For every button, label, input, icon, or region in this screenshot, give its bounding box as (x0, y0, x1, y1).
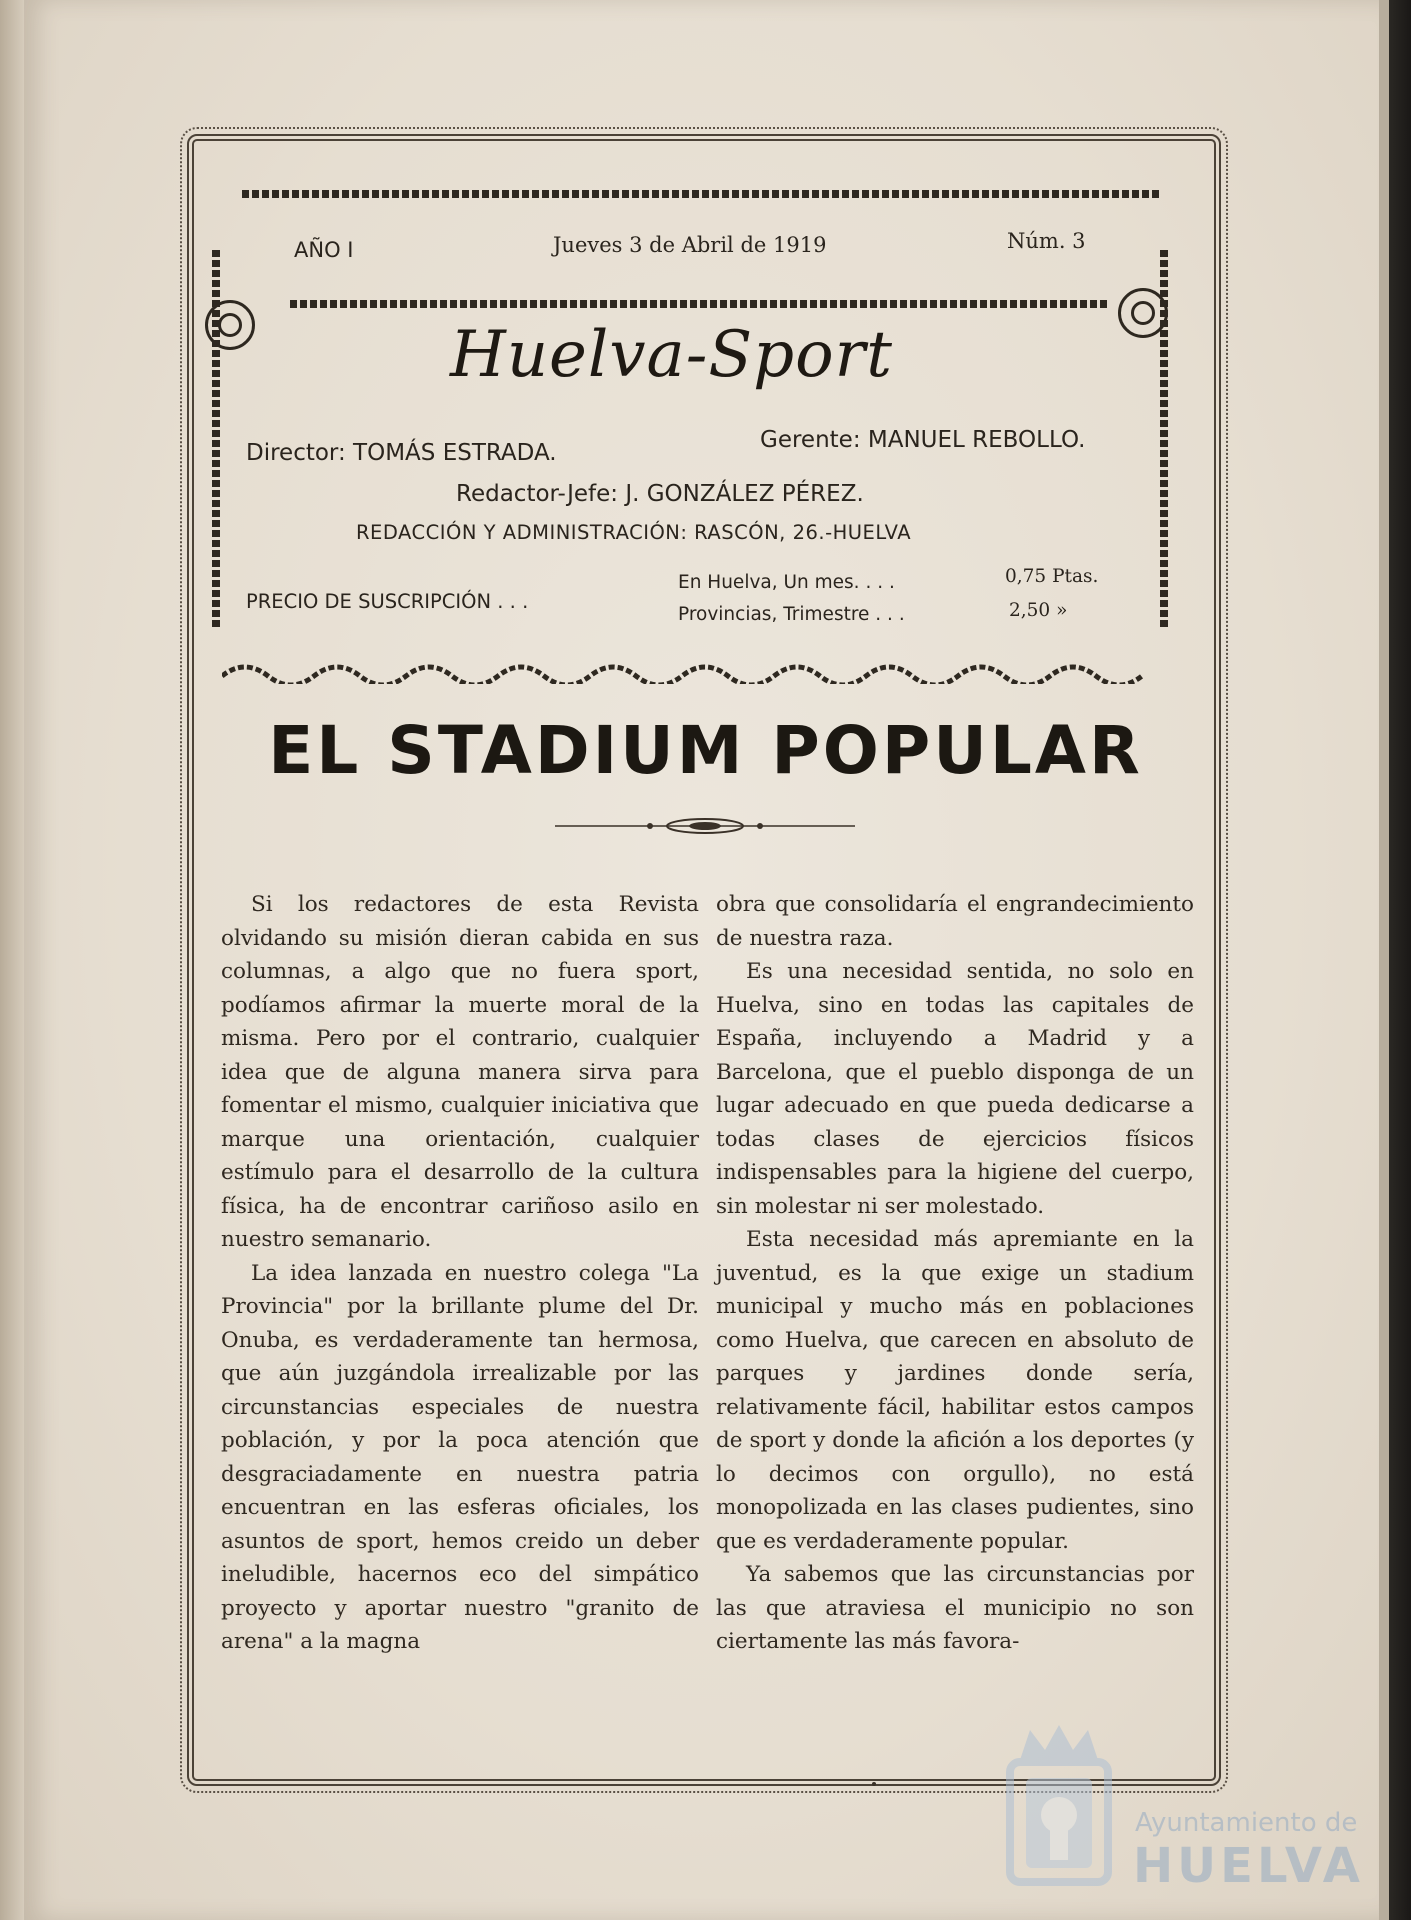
article-paragraph: La idea lanzada en nuestro colega "La Provincia" por la brillante plume del Dr. Onuba, es verdaderamente tan hermosa, que aún juzgándola irrealizable por las circunstancias especiales de nuestra población, y por la poca atención que desgraciadamente en nuestra patria encuentran en las esferas oficiales, los asuntos de sport, hemos creido un deber ineludible, hacernos eco del simpático proyecto y aportar nuestro "granito de arena" a la magna (221, 1260, 699, 1654)
subscription-row-price: 0,75 Ptas. (1005, 566, 1099, 587)
book-binding (1389, 0, 1411, 1920)
director-line: Director: TOMÁS ESTRADA. (246, 440, 557, 466)
issue-year: AÑO I (294, 238, 354, 262)
article-column-right (716, 888, 1194, 1659)
flourish-divider-icon (555, 816, 855, 836)
manager-line: Gerente: MANUEL REBOLLO. (760, 427, 1086, 453)
ink-dot (872, 1782, 876, 1786)
masthead-top-chain (242, 190, 1162, 198)
article-column-left (221, 888, 699, 1659)
article-paragraph: Esta necesidad más apremiante en la juventud, es la que exige un stadium municipal y mucho más en poblaciones como Huelva, que carecen en absoluto de parques y jardines donde sería, relativamente fácil, habilitar estos campos de sport y donde la afición a los deportes (y lo decimos con orgullo), no está monopolizada en las clases pudientes, sino que es verdaderamente popular. (716, 1227, 1194, 1554)
wavy-ornament-icon (222, 658, 1162, 684)
masthead-mid-chain (290, 300, 1110, 308)
article-paragraph: obra que consolidaría el engrandecimiento de nuestra raza. (716, 892, 1194, 951)
subscription-row-label: Provincias, Trimestre . . . (678, 604, 905, 625)
corner-knot-icon (1118, 288, 1168, 338)
subscription-row-price: 2,50 » (1009, 600, 1068, 621)
issue-number: Núm. 3 (1007, 229, 1086, 253)
subscription-label: PRECIO DE SUSCRIPCIÓN . . . (246, 590, 529, 613)
page-gutter (0, 0, 24, 1920)
issue-date: Jueves 3 de Abril de 1919 (553, 233, 827, 257)
article-paragraph: Es una necesidad sentida, no solo en Huelva, sino en todas las capitales de España, incluyendo a Madrid y a Barcelona, que el pueblo disponga de un lugar adecuado en que pueda dedicarse a todas clases de ejercicios físicos indispensables para la higiene del cuerpo, sin molestar ni ser molestado. (716, 959, 1194, 1219)
watermark-line1: Ayuntamiento de (1135, 1808, 1358, 1838)
article-paragraph: Ya sabemos que las circunstancias por las que atraviesa el municipio no son ciertamente las más favora- (716, 1562, 1194, 1654)
corner-knot-icon (205, 300, 255, 350)
article-paragraph: Si los redactores de esta Revista olvidando su misión dieran cabida en sus columnas, a algo que no fuera sport, podíamos afirmar la muerte moral de la misma. Pero por el contrario, cualquier idea que de alguna manera sirva para fomentar el mismo, cualquier iniciativa que marque una orientación, cualquier estímulo para el desarrollo de la cultura física, ha de encontrar cariñoso asilo en nuestro semanario. (221, 892, 699, 1252)
subscription-row-label: En Huelva, Un mes. . . . (678, 572, 895, 593)
archive-watermark (1000, 1720, 1364, 1900)
chief-editor-line: Redactor-Jefe: J. GONZÁLEZ PÉREZ. (456, 481, 864, 507)
city-shield-icon (1000, 1720, 1118, 1890)
office-address: REDACCIÓN Y ADMINISTRACIÓN: RASCÓN, 26.-HUELVA (356, 521, 912, 544)
newspaper-title: Huelva-Sport (450, 318, 893, 392)
article-headline: EL STADIUM POPULAR (268, 712, 1143, 789)
book-edge (1379, 0, 1389, 1920)
watermark-line2: HUELVA (1133, 1838, 1364, 1894)
